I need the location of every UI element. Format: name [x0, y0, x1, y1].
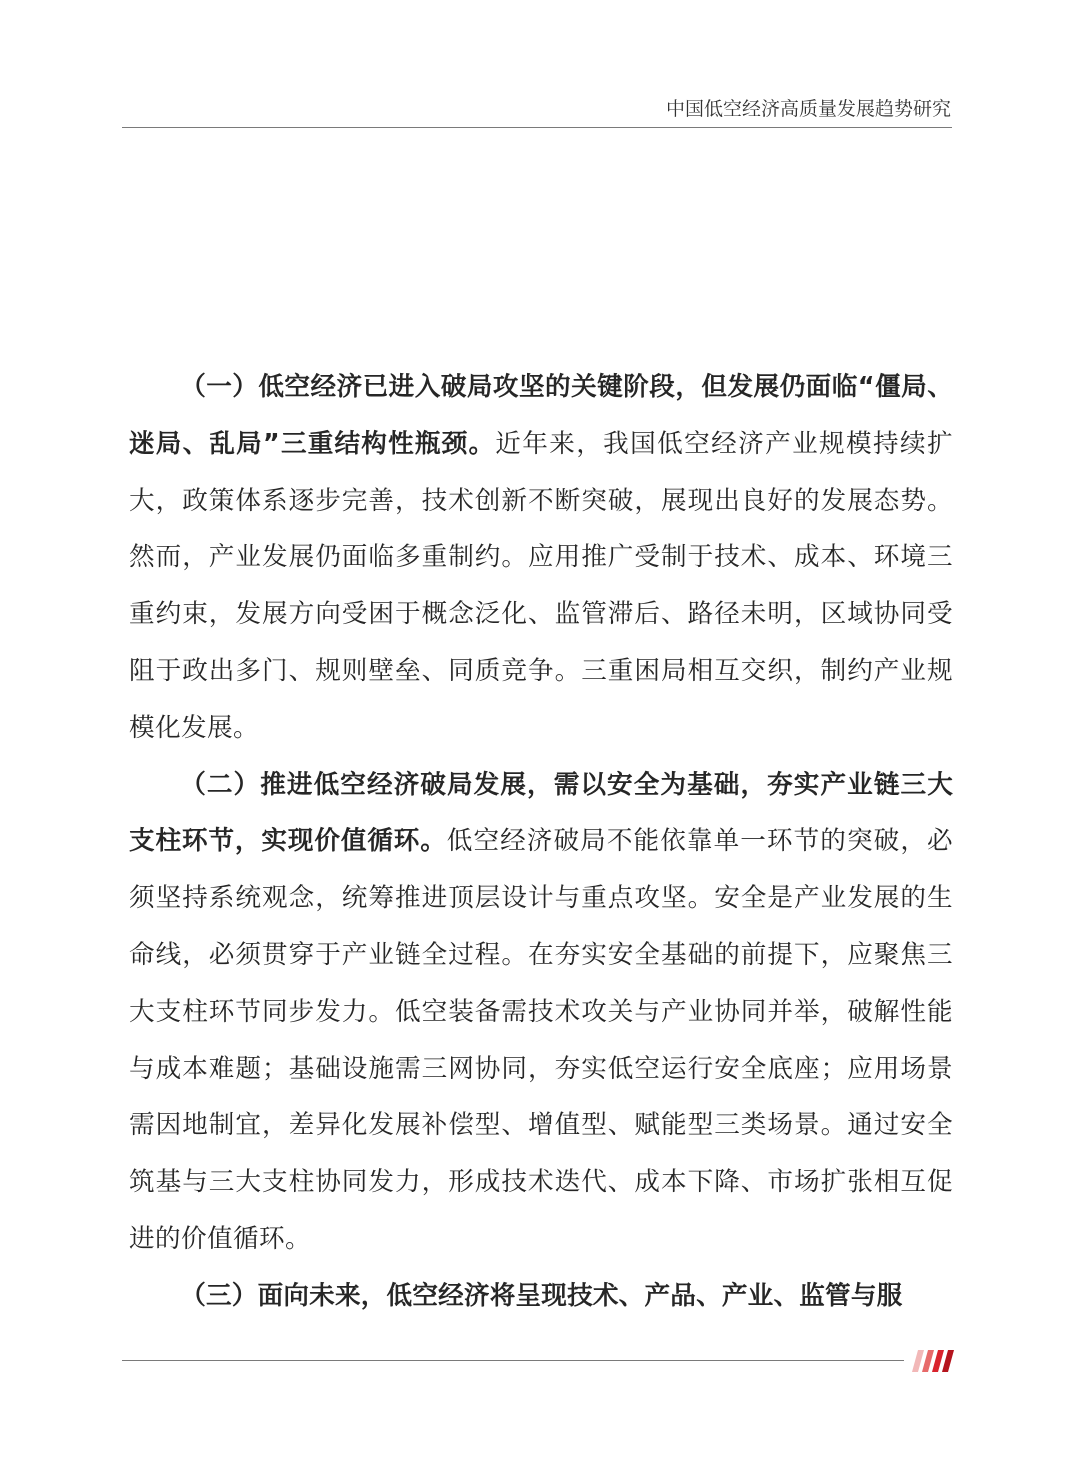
- header-divider: [122, 127, 952, 128]
- paragraph-2-heading: （二）推进低空经济破局发展，需以安全为基础，夯实产业链三大支柱环节，实现价值循环。: [129, 769, 953, 857]
- slash-stripes-icon: [912, 1350, 954, 1372]
- header-title: 中国低空经济高质量发展趋势研究: [665, 98, 951, 120]
- document-body: [129, 359, 953, 1325]
- paragraph-1-text: 近年来，我国低空经济产业规模持续扩大，政策体系逐步完善，技术创新不断突破，展现出良好的发展态势。然而，产业发展仍面临多重制约。应用推广受制于技术、成本、环境三重约束，发展方向受困于概念泛化、监管滞后、路径未明，区域协同受阻于政出多门、规则壁垒、同质竞争。三重困局相互交织，制约产业规模化发展。: [129, 428, 953, 743]
- footer-divider: [122, 1360, 904, 1361]
- paragraph-1: [129, 359, 953, 757]
- paragraph-3: [129, 1268, 953, 1325]
- paragraph-3-heading: （三）面向未来，低空经济将呈现技术、产品、产业、监管与服: [180, 1280, 903, 1311]
- paragraph-2-text: 低空经济破局不能依靠单一环节的突破，必须坚持系统观念，统筹推进顶层设计与重点攻坚。安全是产业发展的生命线，必须贯穿于产业链全过程。在夯实安全基础的前提下，应聚焦三大支柱环节同步发力。低空装备需技术攻关与产业协同并举，破解性能与成本难题；基础设施需三网协同，夯实低空运行安全底座；应用场景需因地制宜，差异化发展补偿型、增值型、赋能型三类场景。通过安全筑基与三大支柱协同发力，形成技术迭代、成本下降、市场扩张相互促进的价值循环。: [129, 826, 953, 1254]
- paragraph-2: [129, 757, 953, 1268]
- paragraph-1-heading: （一）低空经济已进入破局攻坚的关键阶段，但发展仍面临“僵局、迷局、乱局”三重结构性瓶颈。: [129, 372, 953, 459]
